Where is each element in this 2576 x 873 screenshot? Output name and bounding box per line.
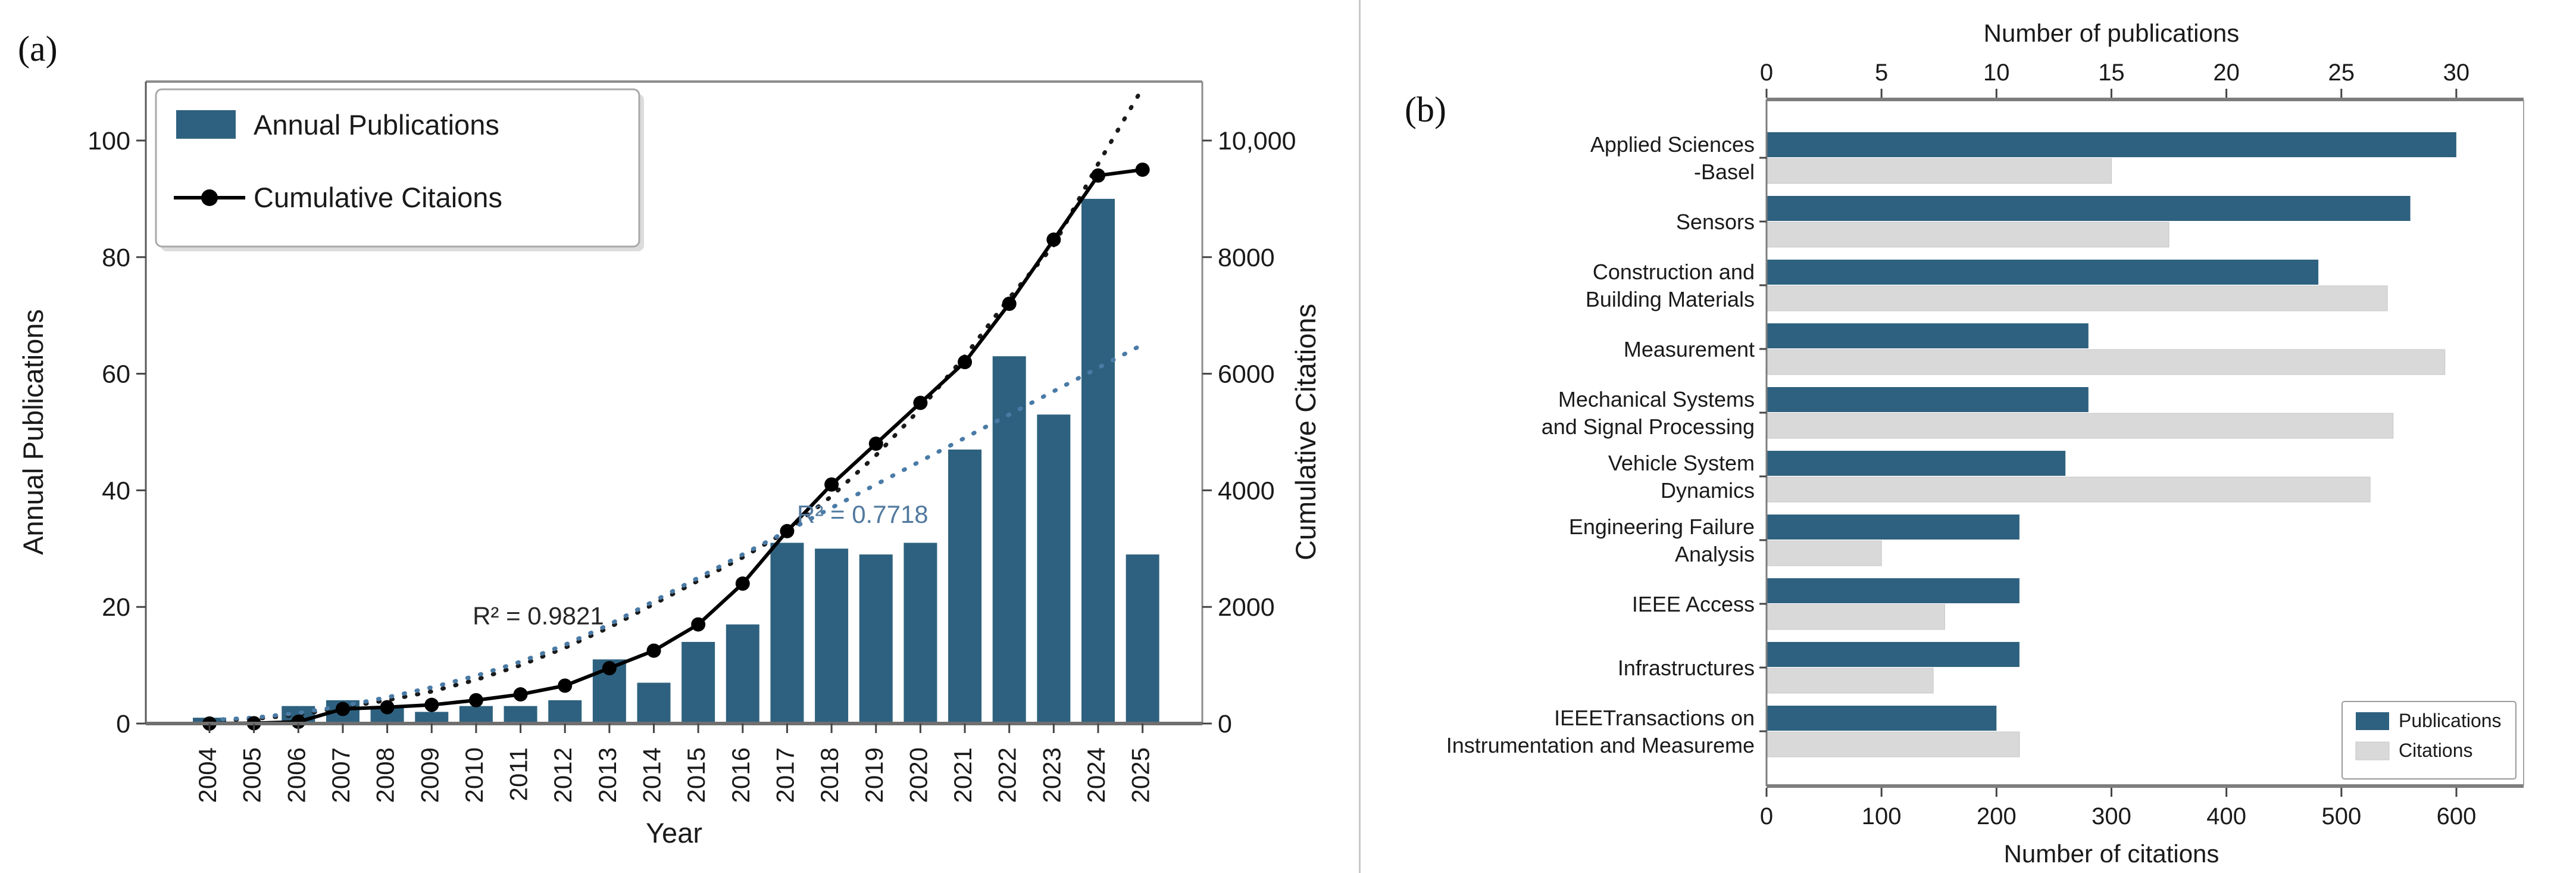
- cumulative-point-2016: [736, 576, 750, 591]
- citations-bar-ieeetransactions-on: [1767, 732, 2019, 757]
- cumulative-point-2024: [1091, 169, 1105, 183]
- citations-bar-mechanical-systems: [1767, 413, 2393, 438]
- category-label-line2: Building Materials: [1585, 287, 1755, 311]
- cumulative-point-2013: [602, 661, 617, 675]
- bottom-axis-tick-label: 600: [2436, 803, 2477, 830]
- category-label: Infrastructures: [1617, 656, 1755, 680]
- top-axis-tick-label: 20: [2213, 60, 2240, 86]
- y-left-tick-label: 80: [102, 243, 130, 272]
- cumulative-point-2015: [691, 618, 705, 632]
- cumulative-point-2007: [336, 702, 350, 716]
- category-label-line1: IEEETransactions on: [1554, 706, 1755, 730]
- top-axis-title: Number of publications: [1983, 19, 2240, 47]
- bar-annual-2021: [948, 450, 981, 724]
- x-tick-label-2019: 2019: [859, 747, 888, 803]
- x-tick-label-2017: 2017: [771, 747, 799, 803]
- top-axis-tick-label: 5: [1875, 60, 1889, 86]
- bar-annual-2018: [815, 548, 848, 724]
- x-tick-label-2011: 2011: [504, 747, 533, 802]
- y-right-tick-label: 8000: [1218, 243, 1275, 272]
- bottom-axis-tick-label: 200: [1976, 803, 2017, 830]
- x-tick-label-2015: 2015: [682, 747, 711, 803]
- publications-bar-measurement: [1767, 323, 2089, 348]
- legend-b-label-publications: Publications: [2399, 710, 2502, 731]
- publications-bar-ieeetransactions-on: [1767, 706, 1996, 731]
- category-label: IEEE Access: [1631, 592, 1755, 616]
- x-tick-label-2025: 2025: [1126, 747, 1155, 803]
- publications-bar-ieee-access: [1767, 578, 2019, 603]
- publications-bar-vehicle-system: [1767, 451, 2065, 476]
- bottom-axis-tick-label: 500: [2321, 803, 2362, 830]
- publications-bar-construction-and: [1767, 260, 2318, 285]
- category-label: Measurement: [1623, 337, 1755, 361]
- cumulative-point-2009: [424, 698, 439, 712]
- legend-b-label-citations: Citations: [2399, 740, 2473, 761]
- y-axis-left-title: Annual Publications: [17, 309, 49, 555]
- cumulative-point-2020: [913, 396, 927, 410]
- x-tick-label-2024: 2024: [1082, 747, 1110, 803]
- bar-annual-2015: [681, 642, 715, 724]
- cumulative-point-2014: [647, 644, 661, 658]
- bottom-axis-title: Number of citations: [2003, 840, 2219, 868]
- bar-annual-2022: [993, 356, 1026, 724]
- x-tick-label-2012: 2012: [549, 747, 577, 803]
- bar-annual-2011: [504, 706, 537, 724]
- top-axis-tick-label: 15: [2098, 60, 2125, 86]
- legend-a-swatch-annual: [176, 110, 236, 139]
- bar-annual-2017: [770, 543, 804, 724]
- citations-bar-infrastructures: [1767, 668, 1933, 693]
- panel-a-label: (a): [18, 29, 58, 68]
- x-tick-label-2010: 2010: [459, 747, 488, 803]
- top-axis-tick-label: 10: [1983, 60, 2010, 86]
- cumulative-point-2017: [780, 524, 794, 538]
- x-tick-label-2023: 2023: [1037, 747, 1066, 803]
- x-tick-label-2006: 2006: [282, 747, 311, 803]
- category-label-line2: Instrumentation and Measureme: [1446, 733, 1755, 757]
- legend-b-swatch-publications: [2356, 712, 2389, 730]
- bar-annual-2025: [1126, 554, 1159, 724]
- citations-bar-measurement: [1767, 350, 2445, 375]
- bar-annual-2014: [637, 682, 671, 724]
- y-right-tick-label: 0: [1218, 710, 1232, 738]
- panel-b-label: (b): [1405, 90, 1446, 129]
- r2-annotation-publications: R² = 0.7718: [797, 500, 929, 529]
- chart-b: [1446, 19, 2524, 868]
- cumulative-point-2021: [958, 355, 972, 369]
- category-label: Sensors: [1675, 210, 1755, 234]
- y-right-tick-label: 10,000: [1218, 127, 1296, 155]
- chart-a: [17, 82, 1321, 849]
- bottom-axis-tick-label: 100: [1861, 803, 1902, 830]
- x-tick-label-2009: 2009: [415, 747, 444, 803]
- bar-annual-2019: [859, 554, 893, 724]
- category-label-line1: Applied Sciences: [1590, 132, 1755, 157]
- x-tick-label-2013: 2013: [593, 747, 621, 803]
- cumulative-point-2010: [469, 693, 483, 707]
- publications-bar-applied-sciences: [1767, 132, 2456, 157]
- y-left-tick-label: 60: [102, 360, 130, 389]
- bar-annual-2023: [1037, 414, 1070, 724]
- y-left-tick-label: 40: [102, 476, 130, 506]
- citations-bar-applied-sciences: [1767, 158, 2112, 183]
- citations-bar-sensors: [1767, 222, 2169, 247]
- category-label-line1: Vehicle System: [1608, 451, 1755, 475]
- top-axis-tick-label: 25: [2328, 60, 2355, 86]
- top-axis-tick-label: 30: [2443, 60, 2470, 86]
- bottom-axis-tick-label: 400: [2206, 803, 2247, 830]
- panel-divider-line: [1359, 0, 1361, 873]
- bar-annual-2020: [904, 543, 937, 724]
- citations-bar-ieee-access: [1767, 604, 1944, 629]
- cumulative-point-2008: [380, 700, 395, 715]
- category-label-line1: Mechanical Systems: [1558, 387, 1755, 411]
- category-label-line2: -Basel: [1693, 160, 1755, 184]
- x-tick-label-2021: 2021: [949, 747, 977, 803]
- legend-a-marker-dot: [201, 189, 218, 206]
- cumulative-point-2019: [869, 436, 883, 451]
- x-tick-label-2008: 2008: [371, 747, 399, 803]
- cumulative-point-2025: [1136, 163, 1150, 177]
- publications-bar-engineering-failure: [1767, 515, 2019, 540]
- publications-bar-sensors: [1767, 196, 2411, 221]
- y-right-tick-label: 6000: [1218, 360, 1275, 389]
- legend-b-swatch-citations: [2356, 742, 2389, 760]
- bar-annual-2012: [548, 700, 582, 724]
- y-left-tick-label: 0: [116, 710, 130, 738]
- legend-a-label-annual: Annual Publications: [254, 109, 499, 141]
- cumulative-point-2011: [514, 687, 528, 701]
- citations-bar-construction-and: [1767, 286, 2387, 311]
- y-axis-right-title: Cumulative Citations: [1290, 303, 1321, 561]
- x-tick-label-2022: 2022: [993, 747, 1021, 803]
- bottom-axis-tick-label: 300: [2092, 803, 2131, 830]
- legend-a-label-cumulative: Cumulative Citaions: [254, 182, 502, 213]
- x-tick-label-2004: 2004: [193, 747, 221, 803]
- citations-bar-engineering-failure: [1767, 541, 1881, 566]
- x-tick-label-2014: 2014: [637, 747, 666, 803]
- y-left-tick-label: 100: [87, 127, 130, 155]
- category-label-line2: Analysis: [1674, 542, 1755, 566]
- r2-annotation-cumulative: R² = 0.9821: [473, 601, 604, 630]
- cumulative-point-2023: [1046, 232, 1061, 247]
- cumulative-point-2022: [1002, 297, 1017, 311]
- category-label-line1: Engineering Failure: [1568, 515, 1755, 539]
- x-tick-label-2016: 2016: [726, 747, 755, 803]
- category-label-line2: Dynamics: [1660, 478, 1755, 503]
- bottom-axis-tick-label: 0: [1759, 803, 1774, 830]
- cumulative-point-2018: [824, 478, 839, 492]
- publications-bar-infrastructures: [1767, 642, 2019, 667]
- category-label-line2: and Signal Processing: [1541, 414, 1755, 439]
- x-tick-label-2005: 2005: [237, 747, 266, 803]
- cumulative-point-2012: [558, 678, 572, 693]
- y-right-tick-label: 4000: [1218, 476, 1275, 506]
- bar-annual-2010: [459, 706, 493, 724]
- citations-bar-vehicle-system: [1767, 477, 2370, 502]
- x-tick-label-2007: 2007: [326, 747, 355, 803]
- bar-annual-2024: [1081, 199, 1115, 724]
- bar-annual-2016: [726, 625, 759, 724]
- category-label-line1: Construction and: [1592, 260, 1755, 284]
- y-left-tick-label: 20: [102, 593, 130, 622]
- x-tick-label-2020: 2020: [904, 747, 933, 803]
- publications-bar-mechanical-systems: [1767, 387, 2089, 412]
- x-tick-label-2018: 2018: [815, 747, 844, 803]
- y-right-tick-label: 2000: [1218, 593, 1275, 622]
- top-axis-tick-label: 0: [1759, 60, 1774, 86]
- axis-title-year: Year: [646, 817, 702, 849]
